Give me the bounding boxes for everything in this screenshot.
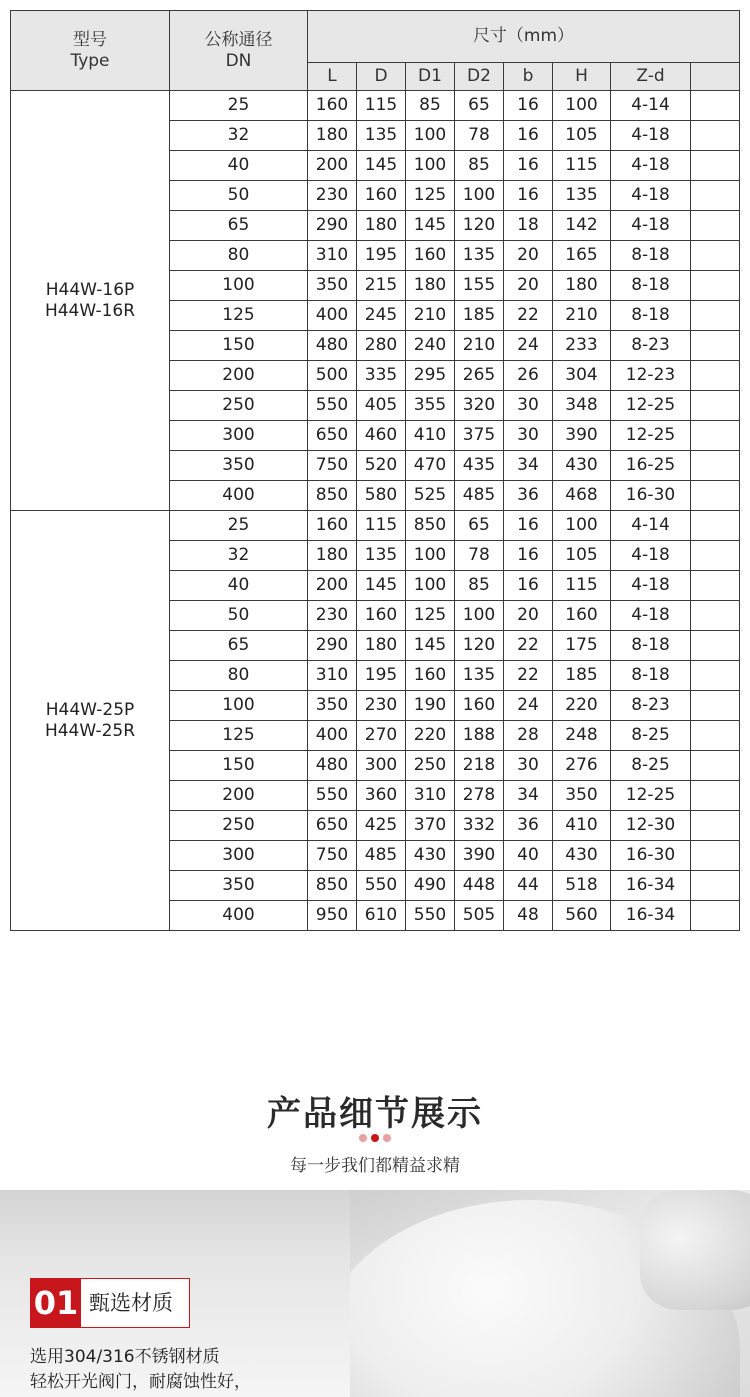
dimension-cell: 220	[406, 721, 455, 751]
dimension-cell: 550	[406, 901, 455, 931]
dimension-cell: 188	[455, 721, 504, 751]
dn-cell: 125	[170, 301, 308, 331]
dimension-cell: 26	[504, 361, 553, 391]
dimension-cell: 160	[406, 661, 455, 691]
dimension-cell: 30	[504, 421, 553, 451]
dimension-cell: 550	[357, 871, 406, 901]
dimension-cell: 115	[553, 571, 611, 601]
dimension-cell: 230	[357, 691, 406, 721]
dn-cell: 32	[170, 121, 308, 151]
dimension-cell: 160	[308, 511, 357, 541]
model-name: H44W-16R	[44, 300, 136, 321]
dimension-cell: 360	[357, 781, 406, 811]
dimension-cell: 490	[406, 871, 455, 901]
dimension-cell: 12-25	[611, 421, 691, 451]
dimension-cell: 16	[504, 511, 553, 541]
dimension-cell: 145	[406, 211, 455, 241]
dimension-cell: 16-30	[611, 481, 691, 511]
dimension-cell: 200	[308, 571, 357, 601]
dimension-cell: 405	[357, 391, 406, 421]
dimension-cell: 265	[455, 361, 504, 391]
dimension-cell: 4-18	[611, 541, 691, 571]
dimension-cell: 280	[357, 331, 406, 361]
dimension-cell: 310	[308, 661, 357, 691]
dimension-cell: 185	[455, 301, 504, 331]
table-body	[11, 91, 740, 931]
dimension-cell: 430	[553, 451, 611, 481]
dimension-cell: 160	[357, 181, 406, 211]
dimension-cell: 518	[553, 871, 611, 901]
dimension-cell: 105	[553, 541, 611, 571]
empty-cell	[691, 661, 740, 691]
empty-cell	[691, 361, 740, 391]
section-title: 产品细节展示	[267, 1094, 483, 1134]
dn-cell: 50	[170, 181, 308, 211]
dimension-cell: 16-34	[611, 871, 691, 901]
dimension-cell: 12-30	[611, 811, 691, 841]
dn-cell: 350	[170, 871, 308, 901]
dimension-cell: 4-18	[611, 121, 691, 151]
dn-cell: 150	[170, 331, 308, 361]
feature-desc-line-1: 选用304/316不锈钢材质	[30, 1347, 220, 1367]
empty-cell	[691, 121, 740, 151]
dimension-cell: 125	[406, 181, 455, 211]
dimension-cell: 12-25	[611, 781, 691, 811]
dimension-cell: 485	[357, 841, 406, 871]
dimension-cell: 100	[553, 91, 611, 121]
dimension-cell: 410	[553, 811, 611, 841]
dimension-cell: 145	[357, 571, 406, 601]
dimension-cell: 180	[308, 541, 357, 571]
dimension-cell: 220	[553, 691, 611, 721]
dimension-cell: 185	[553, 661, 611, 691]
dimension-cell: 215	[357, 271, 406, 301]
table-row	[11, 511, 740, 541]
dn-cell: 100	[170, 691, 308, 721]
dimension-cell: 160	[553, 601, 611, 631]
dn-cell: 40	[170, 571, 308, 601]
dot-2	[371, 1134, 379, 1142]
dn-cell: 300	[170, 841, 308, 871]
dn-cell: 400	[170, 901, 308, 931]
dn-cell: 25	[170, 511, 308, 541]
section-dots	[359, 1134, 391, 1142]
dimension-cell: 210	[406, 301, 455, 331]
feature-desc-line-2: 轻松开光阀门，耐腐蚀性好，	[30, 1372, 251, 1392]
dimension-cell: 470	[406, 451, 455, 481]
empty-cell	[691, 871, 740, 901]
empty-cell	[691, 571, 740, 601]
dimension-cell: 350	[308, 271, 357, 301]
dimension-cell: 36	[504, 481, 553, 511]
dot-3	[383, 1134, 391, 1142]
dn-cell: 150	[170, 751, 308, 781]
dimension-cell: 100	[406, 541, 455, 571]
empty-cell	[691, 211, 740, 241]
dimension-cell: 4-14	[611, 511, 691, 541]
valve-photo	[350, 1190, 750, 1397]
dimension-cell: 8-18	[611, 661, 691, 691]
dn-cell: 350	[170, 451, 308, 481]
dimension-cell: 165	[553, 241, 611, 271]
feature-title: 甄选材质	[89, 1291, 173, 1315]
dimension-cell: 950	[308, 901, 357, 931]
dimension-cell: 22	[504, 661, 553, 691]
dimension-cell: 20	[504, 601, 553, 631]
dimension-cell: 135	[357, 121, 406, 151]
dimension-cell: 310	[308, 241, 357, 271]
dimension-cell: 8-23	[611, 691, 691, 721]
dimension-cell: 155	[455, 271, 504, 301]
dn-cell: 200	[170, 781, 308, 811]
dimension-cell: 335	[357, 361, 406, 391]
dimension-cell: 115	[357, 91, 406, 121]
dimension-cell: 390	[455, 841, 504, 871]
column-header: D2	[455, 63, 504, 91]
empty-cell	[691, 511, 740, 541]
dimension-cell: 233	[553, 331, 611, 361]
dimension-cell: 12-25	[611, 391, 691, 421]
dimension-cell: 22	[504, 631, 553, 661]
model-name: H44W-16P	[45, 280, 135, 301]
dimension-cell: 40	[504, 841, 553, 871]
dimension-cell: 290	[308, 631, 357, 661]
empty-cell	[691, 841, 740, 871]
feature-description	[30, 1345, 330, 1395]
dimension-cell: 400	[308, 301, 357, 331]
dimension-cell: 290	[308, 211, 357, 241]
dimension-cell: 355	[406, 391, 455, 421]
dimension-cell: 200	[308, 151, 357, 181]
dimension-cell: 12-23	[611, 361, 691, 391]
dimension-cell: 480	[308, 751, 357, 781]
empty-cell	[691, 241, 740, 271]
dimension-cell: 100	[553, 511, 611, 541]
empty-cell	[691, 301, 740, 331]
dimension-cell: 435	[455, 451, 504, 481]
dimension-cell: 550	[308, 391, 357, 421]
column-header: L	[308, 63, 357, 91]
dimension-cell: 30	[504, 391, 553, 421]
dimension-cell: 310	[406, 781, 455, 811]
section-subtitle: 每一步我们都精益求精	[290, 1156, 460, 1176]
model-name: H44W-25R	[44, 720, 136, 741]
dimension-cell: 348	[553, 391, 611, 421]
dimension-cell: 250	[406, 751, 455, 781]
dimension-cell: 180	[357, 211, 406, 241]
dimension-cell: 230	[308, 601, 357, 631]
dimension-cell: 195	[357, 661, 406, 691]
dn-cell: 32	[170, 541, 308, 571]
dimension-cell: 8-18	[611, 271, 691, 301]
dimension-cell: 135	[455, 661, 504, 691]
dimension-cell: 850	[406, 511, 455, 541]
dimension-cell: 304	[553, 361, 611, 391]
dimension-cell: 4-18	[611, 211, 691, 241]
header-dn: 公称通径 DN	[170, 11, 308, 91]
dimension-cell: 44	[504, 871, 553, 901]
dimension-cell: 24	[504, 691, 553, 721]
model-cell	[11, 511, 170, 931]
dimension-cell: 180	[406, 271, 455, 301]
dimension-cell: 650	[308, 421, 357, 451]
dimension-cell: 24	[504, 331, 553, 361]
dimension-cell: 430	[406, 841, 455, 871]
dimension-cell: 16	[504, 571, 553, 601]
dimension-cell: 65	[455, 91, 504, 121]
dimension-cell: 20	[504, 271, 553, 301]
column-header	[691, 63, 740, 91]
dimension-cell: 218	[455, 751, 504, 781]
empty-cell	[691, 151, 740, 181]
dimension-cell: 160	[357, 601, 406, 631]
dimension-cell: 210	[455, 331, 504, 361]
dimension-cell: 78	[455, 541, 504, 571]
dimension-cell: 115	[357, 511, 406, 541]
feature-number: 01	[31, 1279, 81, 1327]
dimension-cell: 276	[553, 751, 611, 781]
dimension-cell: 85	[455, 571, 504, 601]
dimension-cell: 500	[308, 361, 357, 391]
dimension-cell: 320	[455, 391, 504, 421]
header-size: 尺寸（mm）	[308, 11, 740, 63]
column-header: H	[553, 63, 611, 91]
dimension-cell: 468	[553, 481, 611, 511]
dimension-cell: 120	[455, 631, 504, 661]
dimension-cell: 16-34	[611, 901, 691, 931]
dimension-cell: 750	[308, 841, 357, 871]
dimension-cell: 145	[406, 631, 455, 661]
dimension-cell: 4-18	[611, 151, 691, 181]
dimension-cell: 160	[406, 241, 455, 271]
dimension-cell: 180	[553, 271, 611, 301]
dimension-cell: 210	[553, 301, 611, 331]
dimension-cell: 190	[406, 691, 455, 721]
dimension-cell: 135	[357, 541, 406, 571]
dimension-cell: 370	[406, 811, 455, 841]
dn-cell: 200	[170, 361, 308, 391]
dn-cell: 100	[170, 271, 308, 301]
dn-cell: 400	[170, 481, 308, 511]
dimension-cell: 18	[504, 211, 553, 241]
model-name: H44W-25P	[45, 700, 135, 721]
empty-cell	[691, 541, 740, 571]
dimension-cell: 180	[308, 121, 357, 151]
dimension-cell: 65	[455, 511, 504, 541]
dn-cell: 250	[170, 811, 308, 841]
dimension-cell: 4-18	[611, 601, 691, 631]
dn-cell: 25	[170, 91, 308, 121]
dimension-cell: 295	[406, 361, 455, 391]
dimension-cell: 195	[357, 241, 406, 271]
dimension-cell: 85	[455, 151, 504, 181]
dimension-cell: 16-25	[611, 451, 691, 481]
dimension-cell: 350	[553, 781, 611, 811]
dimension-cell: 8-25	[611, 721, 691, 751]
dimension-cell: 8-18	[611, 241, 691, 271]
dimension-cell: 485	[455, 481, 504, 511]
feature-badge	[30, 1278, 190, 1328]
dimension-cell: 175	[553, 631, 611, 661]
dimension-cell: 22	[504, 301, 553, 331]
dimension-cell: 375	[455, 421, 504, 451]
dimension-cell: 580	[357, 481, 406, 511]
empty-cell	[691, 181, 740, 211]
dimension-cell: 100	[455, 181, 504, 211]
dimension-cell: 245	[357, 301, 406, 331]
empty-cell	[691, 91, 740, 121]
dimension-cell: 30	[504, 751, 553, 781]
dimension-cell: 125	[406, 601, 455, 631]
dn-cell: 80	[170, 241, 308, 271]
dimension-cell: 4-18	[611, 181, 691, 211]
column-header: D	[357, 63, 406, 91]
empty-cell	[691, 901, 740, 931]
dot-1	[359, 1134, 367, 1142]
dimension-cell: 85	[406, 91, 455, 121]
dimension-cell: 400	[308, 721, 357, 751]
dimension-cell: 560	[553, 901, 611, 931]
dimension-cell: 135	[455, 241, 504, 271]
column-header: b	[504, 63, 553, 91]
empty-cell	[691, 721, 740, 751]
dimension-cell: 278	[455, 781, 504, 811]
dn-cell: 250	[170, 391, 308, 421]
table-row	[11, 91, 740, 121]
dimension-cell: 520	[357, 451, 406, 481]
dn-cell: 65	[170, 631, 308, 661]
empty-cell	[691, 451, 740, 481]
dimension-cell: 390	[553, 421, 611, 451]
dimension-cell: 48	[504, 901, 553, 931]
empty-cell	[691, 751, 740, 781]
dn-cell: 125	[170, 721, 308, 751]
dimension-cell: 300	[357, 751, 406, 781]
dimension-cell: 230	[308, 181, 357, 211]
dimension-cell: 430	[553, 841, 611, 871]
dimension-cell: 750	[308, 451, 357, 481]
dimension-cell: 34	[504, 781, 553, 811]
dimension-cell: 8-18	[611, 631, 691, 661]
dimension-cell: 16	[504, 121, 553, 151]
dimension-cell: 332	[455, 811, 504, 841]
spec-table	[10, 10, 740, 931]
dimension-cell: 448	[455, 871, 504, 901]
empty-cell	[691, 421, 740, 451]
dimension-cell: 410	[406, 421, 455, 451]
dimension-cell: 20	[504, 241, 553, 271]
empty-cell	[691, 781, 740, 811]
dimension-cell: 480	[308, 331, 357, 361]
valve-flange-shape	[640, 1190, 750, 1310]
dimension-cell: 610	[357, 901, 406, 931]
dimension-cell: 115	[553, 151, 611, 181]
dn-cell: 65	[170, 211, 308, 241]
dimension-cell: 460	[357, 421, 406, 451]
dimension-cell: 36	[504, 811, 553, 841]
dimension-cell: 105	[553, 121, 611, 151]
empty-cell	[691, 691, 740, 721]
dimension-cell: 350	[308, 691, 357, 721]
empty-cell	[691, 481, 740, 511]
dimension-cell: 550	[308, 781, 357, 811]
empty-cell	[691, 271, 740, 301]
dimension-cell: 16	[504, 181, 553, 211]
dn-cell: 50	[170, 601, 308, 631]
dimension-cell: 16	[504, 541, 553, 571]
empty-cell	[691, 391, 740, 421]
dimension-cell: 505	[455, 901, 504, 931]
dn-cell: 80	[170, 661, 308, 691]
dimension-cell: 4-18	[611, 571, 691, 601]
dimension-cell: 34	[504, 451, 553, 481]
dimension-cell: 270	[357, 721, 406, 751]
column-header: D1	[406, 63, 455, 91]
dimension-cell: 78	[455, 121, 504, 151]
dimension-cell: 16	[504, 91, 553, 121]
dimension-cell: 100	[455, 601, 504, 631]
empty-cell	[691, 811, 740, 841]
dn-cell: 40	[170, 151, 308, 181]
dimension-cell: 120	[455, 211, 504, 241]
dimension-cell: 160	[455, 691, 504, 721]
dimension-cell: 425	[357, 811, 406, 841]
column-header: Z-d	[611, 63, 691, 91]
dimension-cell: 145	[357, 151, 406, 181]
dimension-cell: 650	[308, 811, 357, 841]
dimension-cell: 8-18	[611, 301, 691, 331]
dimension-cell: 16-30	[611, 841, 691, 871]
dn-cell: 300	[170, 421, 308, 451]
empty-cell	[691, 331, 740, 361]
dimension-cell: 850	[308, 871, 357, 901]
dimension-cell: 160	[308, 91, 357, 121]
dimension-cell: 525	[406, 481, 455, 511]
dimension-cell: 142	[553, 211, 611, 241]
dimension-cell: 850	[308, 481, 357, 511]
dimension-cell: 100	[406, 571, 455, 601]
dimension-cell: 135	[553, 181, 611, 211]
header-type: 型号 Type	[11, 11, 170, 91]
dimension-cell: 240	[406, 331, 455, 361]
dimension-cell: 8-25	[611, 751, 691, 781]
empty-cell	[691, 601, 740, 631]
dimension-cell: 16	[504, 151, 553, 181]
dimension-cell: 100	[406, 151, 455, 181]
dimension-cell: 180	[357, 631, 406, 661]
dimension-cell: 8-23	[611, 331, 691, 361]
dimension-cell: 100	[406, 121, 455, 151]
dimension-cell: 248	[553, 721, 611, 751]
dimension-cell: 4-14	[611, 91, 691, 121]
empty-cell	[691, 631, 740, 661]
dimension-cell: 28	[504, 721, 553, 751]
model-cell	[11, 91, 170, 511]
